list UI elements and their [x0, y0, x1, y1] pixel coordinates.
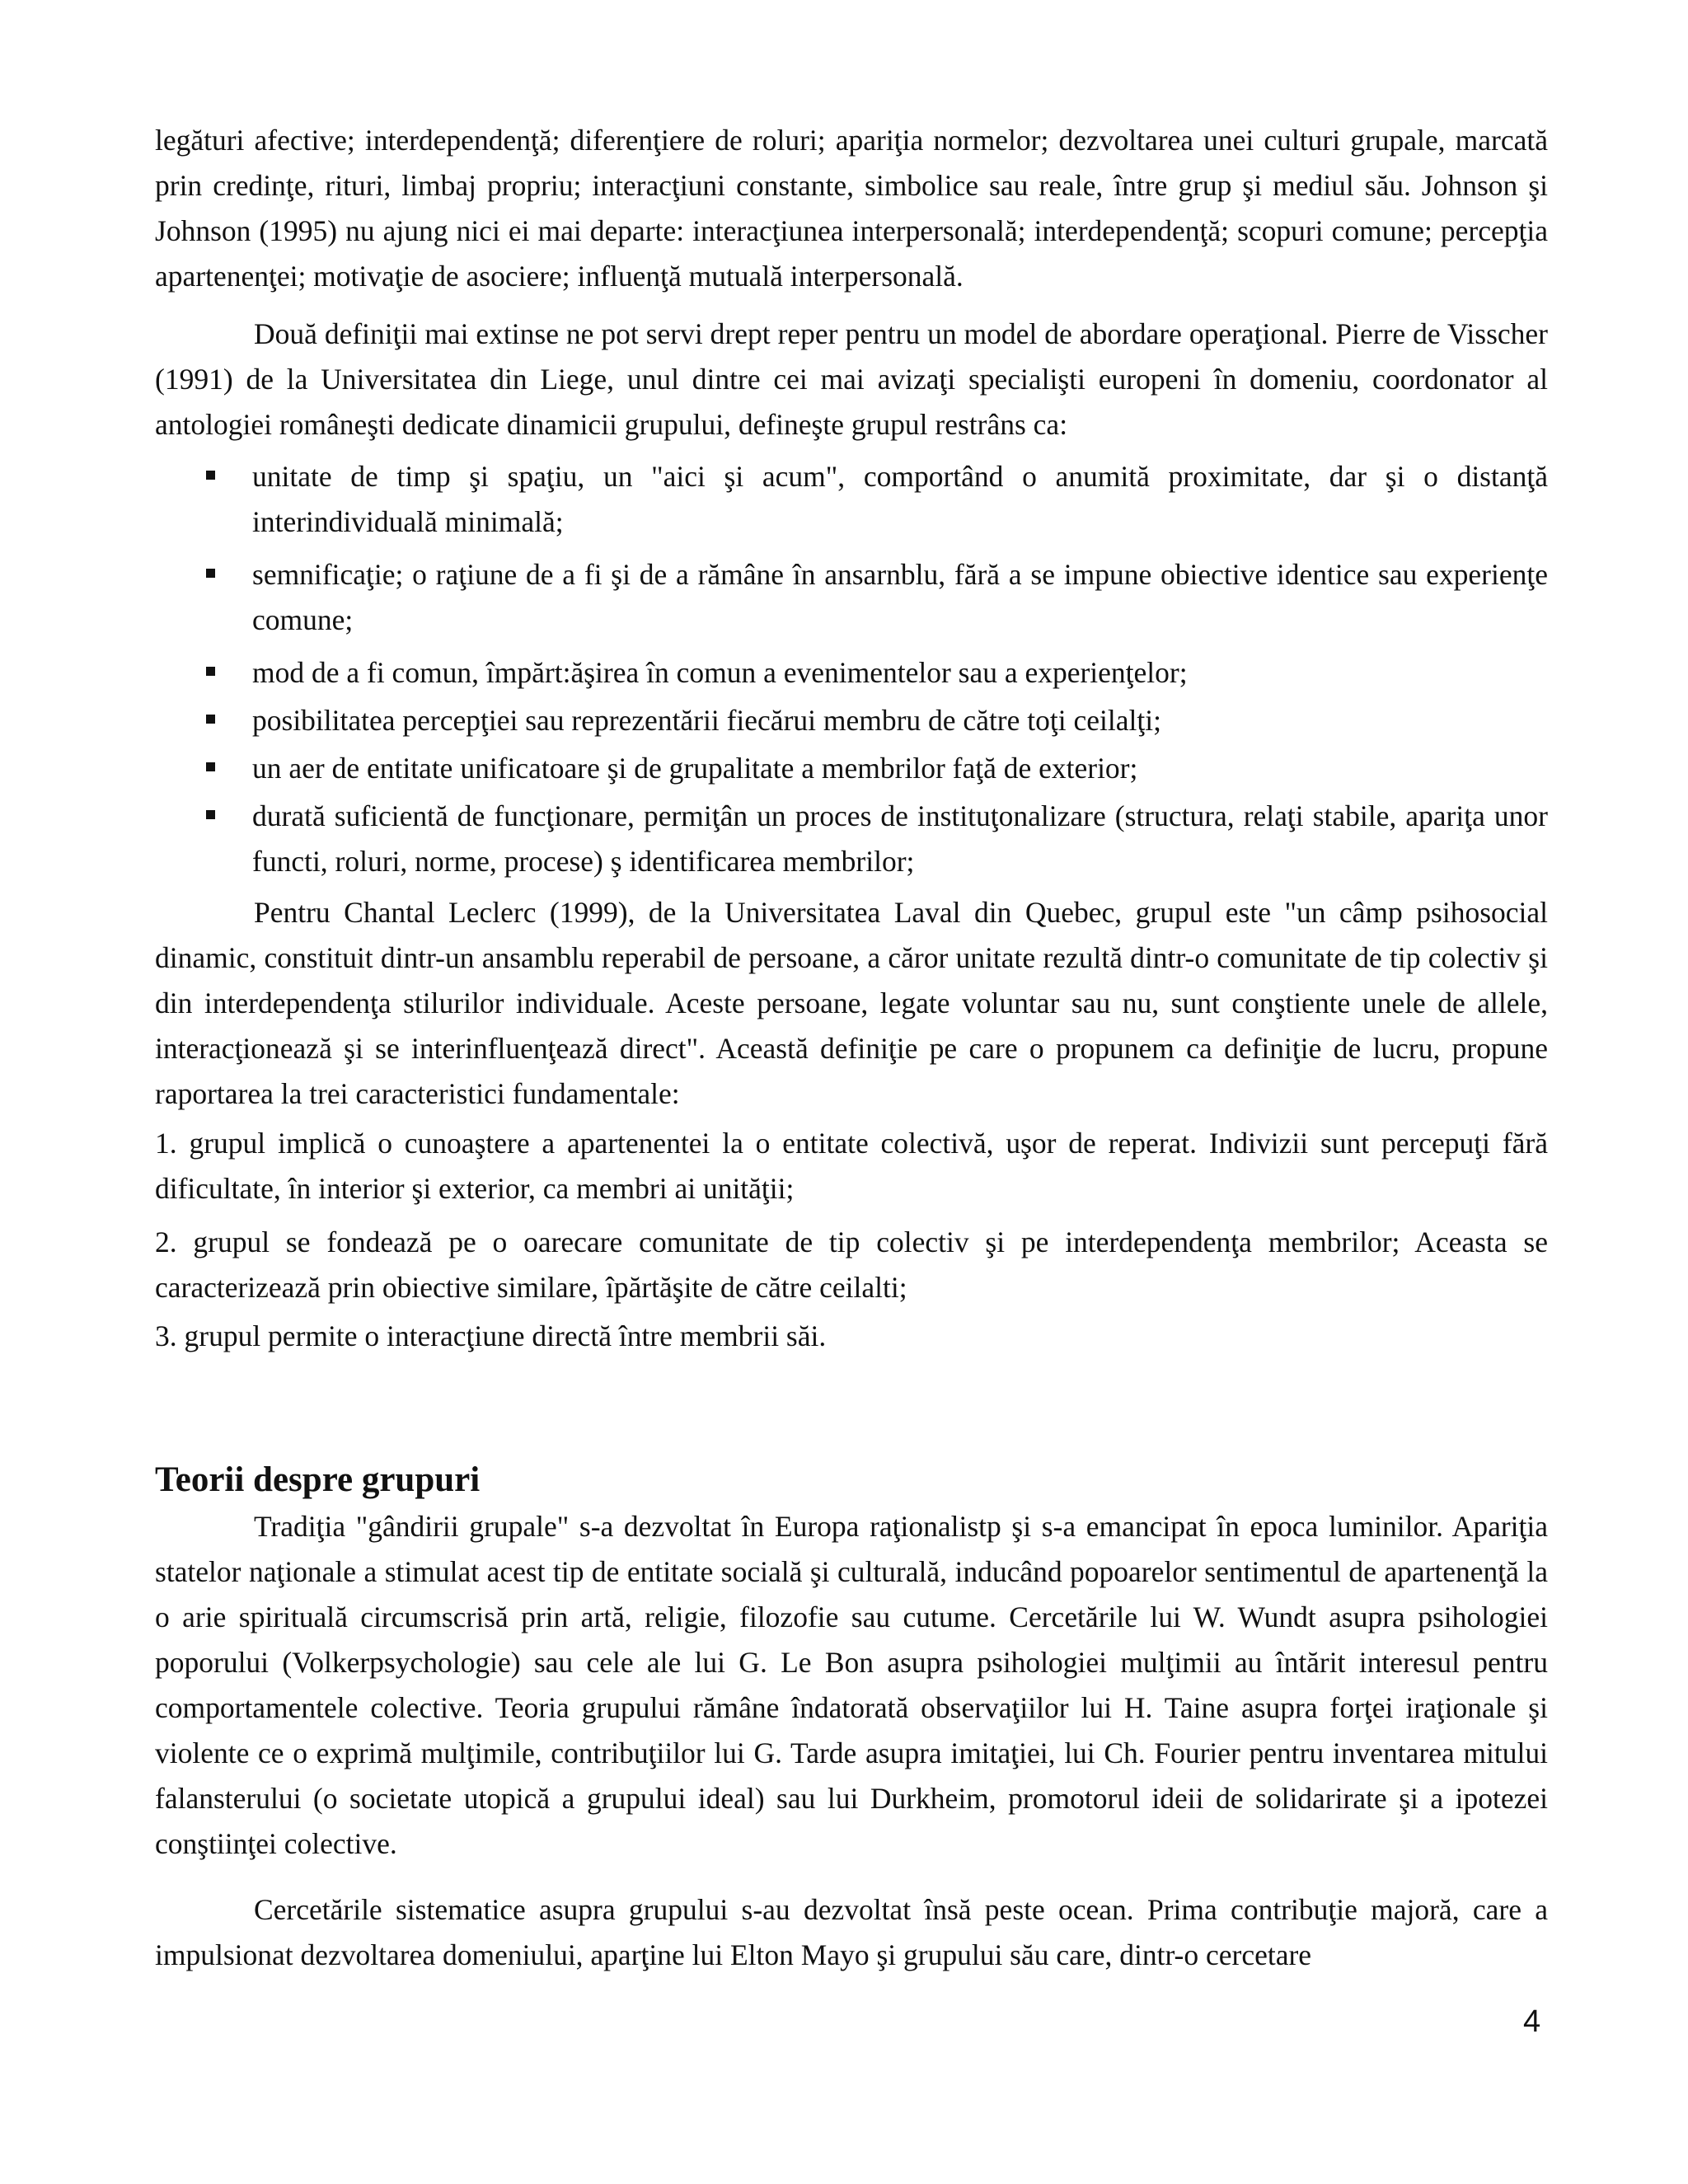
list-item: posibilitatea percepţiei sau reprezentării fiecărui membru de către toţi ceilalţi;	[155, 698, 1548, 743]
square-bullet-icon	[206, 667, 215, 676]
list-item: un aer de entitate unificatoare şi de grupalitate a membrilor faţă de exterior;	[155, 746, 1548, 791]
square-bullet-icon	[206, 715, 215, 724]
list-item: durată suficientă de funcţionare, permiţân un proces de instituţonalizare (structura, relaţi stabile, apariţa unor functi, roluri, norme, procese) ş identificarea membrilor;	[155, 794, 1548, 884]
list-item: unitate de timp şi spaţiu, un "aici şi acum", comportând o anumită proximitate, dar şi o distanţă interindividuală minimală;	[155, 454, 1548, 545]
section-heading: Teorii despre grupuri	[155, 1460, 481, 1499]
paragraph-visscher-intro: Două definiţii mai extinse ne pot servi drept reper pentru un model de abordare operaţional. Pierre de Visscher (1991) de la Universitatea din Liege, unul dintre cei mai avizaţi specialişti europeni în domeniu, coordonator al antologiei româneşti dedicate dinamicii grupului, defineşte grupul restrâns ca:	[155, 317, 1548, 441]
numbered-item-1: 1. grupul implică o cunoaştere a apartenentei la o entitate colectivă, uşor de reperat. Indivizii sunt percepuţi fără dificultate, în interior şi exterior, ca membri ai unităţii;	[155, 1127, 1548, 1205]
numbered-item-3: 3. grupul permite o interacţiune directă între membrii săi.	[155, 1319, 827, 1352]
square-bullet-icon	[206, 569, 215, 578]
numbered-item-2: 2. grupul se fondează pe o oarecare comunitate de tip colectiv şi pe interdependenţa membrilor; Aceasta se caracterizează prin obiective similare, îpărtăşite de către ceilalti;	[155, 1226, 1548, 1304]
list-item: mod de a fi comun, împărt:ăşirea în comun a evenimentelor sau a experienţelor;	[155, 650, 1548, 696]
list-item: semnificaţie; o raţiune de a fi şi de a rămâne în ansarnblu, fără a se impune obiective identice sau experienţe comune;	[155, 552, 1548, 643]
paragraph-group-traits: legături afective; interdependenţă; diferenţiere de roluri; apariţia normelor; dezvoltarea unei culturi grupale, marcată prin credinţe, rituri, limbaj propriu; interacţiuni constante, simbolice sau reale, între grup şi mediul său. Johnson şi Johnson (1995) nu ajung nici ei mai departe: interacţiunea interpersonală; interdependenţă; scopuri comune; percepţia apartenenţei; motivaţie de asociere; influenţă mutuală interpersonală.	[155, 124, 1548, 293]
bullet-list-visscher	[155, 454, 1548, 884]
paragraph-systematic-research: Cercetările sistematice asupra grupului s-au dezvoltat însă peste ocean. Prima contribuţie majoră, care a impulsionat dezvoltarea domeniului, aparţine lui Elton Mayo şi grupului său care, dintr-o cercetare	[155, 1893, 1548, 1971]
square-bullet-icon	[206, 810, 215, 819]
square-bullet-icon	[206, 762, 215, 771]
square-bullet-icon	[206, 471, 215, 480]
paragraph-leclerc: Pentru Chantal Leclerc (1999), de la Universitatea Laval din Quebec, grupul este "un câmp psihosocial dinamic, constituit dintr-un ansamblu reperabil de persoane, a căror unitate rezultă dintr-o comunitate de tip colectiv şi din interdependenţa stilurilor individuale. Aceste persoane, legate voluntar sau nu, sunt conştiente unele de allele, interacţionează şi se interinfluenţează direct". Această definiţie pe care o propunem ca definiţie de lucru, propune raportarea la trei caracteristici fundamentale:	[155, 896, 1548, 1110]
paragraph-group-thinking-tradition: Tradiţia "gândirii grupale" s-a dezvoltat în Europa raţionalistp şi s-a emancipat în epoca luminilor. Apariţia statelor naţionale a stimulat acest tip de entitate socială şi culturală, inducând popoarelor sentimentul de apartenenţă la o arie spirituală circumscrisă prin artă, religie, filozofie sau cutume. Cercetările lui W. Wundt asupra psihologiei poporului (Volkerpsychologie) sau cele ale lui G. Le Bon asupra psihologiei mulţimii au întărit interesul pentru comportamentele colective. Teoria grupului rămâne îndatorată observaţiilor lui H. Taine asupra forţei iraţionale şi violente ce o exprimă mulţimile, contribuţiilor lui G. Tarde asupra imitaţiei, lui Ch. Fourier pentru inventarea mitului falansterului (o societate utopică a grupului ideal) sau lui Durkheim, promotorul ideii de solidarirate şi a ipotezei conştiinţei colective.	[155, 1510, 1548, 1860]
page-number: 4	[1523, 2004, 1541, 2039]
